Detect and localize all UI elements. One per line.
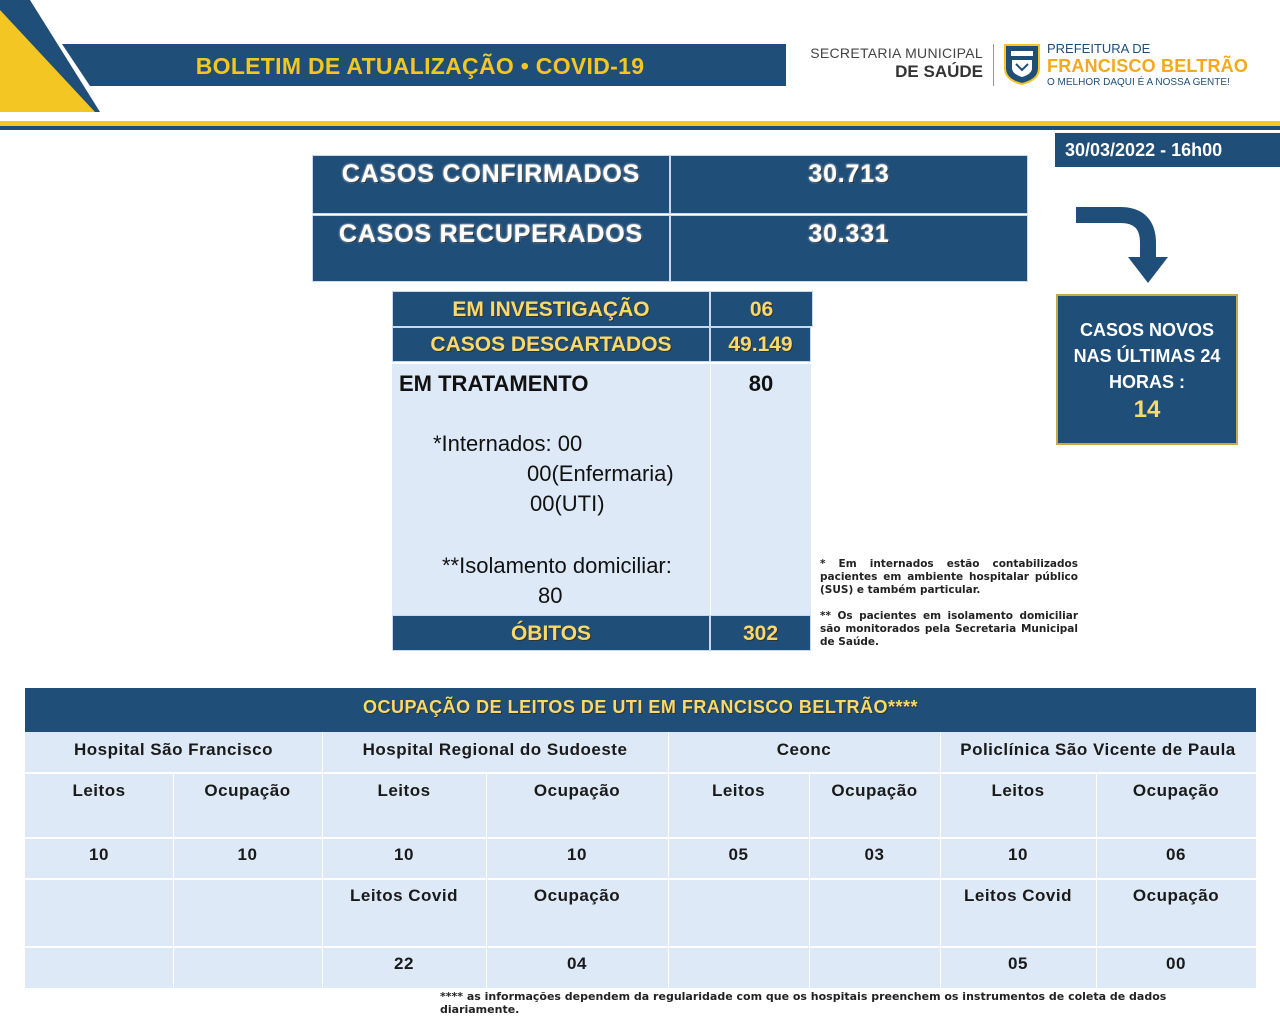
new-cases-box: [1056, 294, 1238, 445]
header-divider: [993, 44, 994, 86]
occupancy-header: Ocupação: [486, 773, 668, 838]
recovered-label-box: [312, 215, 670, 282]
covid-occupancy-value: [809, 947, 940, 988]
table-rule: [25, 878, 1256, 880]
note-isolation: ** Os pacientes em isolamento domiciliar são monitorados pela Secretaria Municipal de Saúde.: [820, 610, 1078, 648]
treatment-value: 80: [748, 371, 774, 396]
uti-footnote: **** as informações dependem da regularidade com que os hospitais preenchem os instrumentos de coleta de dados diariamente.: [440, 990, 1167, 1016]
beds-value: 10: [322, 838, 486, 879]
uti-table-title: OCUPAÇÃO DE LEITOS DE UTI EM FRANCISCO BELTRÃO****: [25, 688, 1256, 732]
table-rule: [25, 772, 1256, 774]
beds-value: 05: [668, 838, 809, 879]
beds-value: 10: [940, 838, 1096, 879]
table-divider: [809, 773, 810, 988]
deaths-value-box: [710, 615, 811, 651]
table-divider: [486, 773, 487, 988]
covid-beds-header: Leitos Covid: [940, 879, 1096, 947]
table-divider: [173, 773, 174, 988]
investigation-value-box: [710, 291, 813, 327]
covid-occupancy-header: [809, 879, 940, 947]
deaths-value: 302: [742, 622, 779, 645]
table-rule: [25, 837, 1256, 839]
covid-beds-header: [668, 879, 809, 947]
new-cases-line1: CASOS NOVOS: [1079, 320, 1215, 340]
treatment-divider: [710, 364, 711, 615]
hospitalized-count: *Internados: 00: [433, 431, 583, 456]
new-cases-line3: HORAS :: [1109, 372, 1185, 392]
table-divider: [668, 732, 669, 988]
covid-occupancy-value: 00: [1096, 947, 1256, 988]
covid-beds-header: [25, 879, 173, 947]
discarded-value: 49.149: [728, 333, 793, 356]
page-title: BOLETIM DE ATUALIZAÇÃO • COVID-19: [195, 53, 645, 79]
icu-count: 00(UTI): [530, 491, 605, 516]
confirmed-label: CASOS CONFIRMADOS: [341, 160, 641, 188]
new-cases-line2: NAS ÚLTIMAS 24: [1073, 346, 1221, 366]
covid-beds-value: [25, 947, 173, 988]
discarded-label: CASOS DESCARTADOS: [430, 333, 672, 356]
recovered-label: CASOS RECUPERADOS: [339, 220, 643, 248]
hospital-name: Hospital Regional do Sudoeste: [322, 732, 668, 773]
confirmed-value-box: [670, 155, 1028, 214]
date-badge: 30/03/2022 - 16h00: [1055, 133, 1280, 167]
city-crest-icon: [1002, 42, 1042, 86]
covid-beds-value: 22: [322, 947, 486, 988]
new-cases-value: 14: [1133, 396, 1161, 423]
deaths-label: ÓBITOS: [510, 622, 592, 645]
secretaria-label: SECRETARIA MUNICIPAL: [810, 45, 983, 61]
discarded-label-box: [392, 327, 710, 362]
covid-occupancy-header: [173, 879, 322, 947]
hospital-name: Policlínica São Vicente de Paula: [940, 732, 1256, 773]
occupancy-value: 06: [1096, 838, 1256, 879]
header-rule-blue: [0, 126, 1280, 130]
table-divider: [940, 732, 941, 988]
ward-count: 00(Enfermaria): [527, 461, 674, 486]
confirmed-value: 30.713: [808, 160, 890, 188]
covid-occupancy-header: Ocupação: [1096, 879, 1256, 947]
recovered-value: 30.331: [808, 220, 890, 248]
beds-header: Leitos: [25, 773, 173, 838]
occupancy-header: Ocupação: [809, 773, 940, 838]
beds-header: Leitos: [668, 773, 809, 838]
note-hospitalized: * Em internados estão contabilizados pacientes em ambiente hospitalar público (SUS) e também particular.: [820, 558, 1078, 596]
investigation-label: EM INVESTIGAÇÃO: [452, 298, 650, 321]
investigation-value: 06: [749, 298, 774, 321]
hospital-name: Hospital São Francisco: [25, 732, 322, 773]
occupancy-value: 10: [486, 838, 668, 879]
occupancy-value: 03: [809, 838, 940, 879]
covid-occupancy-value: 04: [486, 947, 668, 988]
beds-value: 10: [25, 838, 173, 879]
covid-occupancy-value: [173, 947, 322, 988]
occupancy-header: Ocupação: [173, 773, 322, 838]
beds-header: Leitos: [940, 773, 1096, 838]
home-isolation-value: 80: [538, 583, 563, 608]
table-rule: [25, 946, 1256, 948]
hospital-name: Ceonc: [668, 732, 940, 773]
curved-arrow-icon: [1072, 205, 1172, 287]
table-divider: [1096, 773, 1097, 988]
city-slogan: O MELHOR DAQUI É A NOSSA GENTE!: [1047, 77, 1230, 88]
secretaria-name: DE SAÚDE: [895, 62, 983, 81]
recovered-value-box: [670, 215, 1028, 282]
covid-occupancy-header: Ocupação: [486, 879, 668, 947]
prefeitura-label: PREFEITURA DE: [1047, 41, 1151, 56]
occupancy-header: Ocupação: [1096, 773, 1256, 838]
beds-header: Leitos: [322, 773, 486, 838]
confirmed-label-box: [312, 155, 670, 214]
deaths-label-box: [392, 615, 710, 651]
covid-beds-header: Leitos Covid: [322, 879, 486, 947]
city-name: FRANCISCO BELTRÃO: [1047, 56, 1249, 76]
home-isolation-label: **Isolamento domiciliar:: [442, 553, 672, 578]
table-divider: [322, 732, 323, 988]
occupancy-value: 10: [173, 838, 322, 879]
treatment-label: EM TRATAMENTO: [399, 371, 589, 396]
investigation-label-box: [392, 291, 710, 327]
discarded-value-box: [710, 327, 811, 362]
covid-beds-value: [668, 947, 809, 988]
covid-beds-value: 05: [940, 947, 1096, 988]
